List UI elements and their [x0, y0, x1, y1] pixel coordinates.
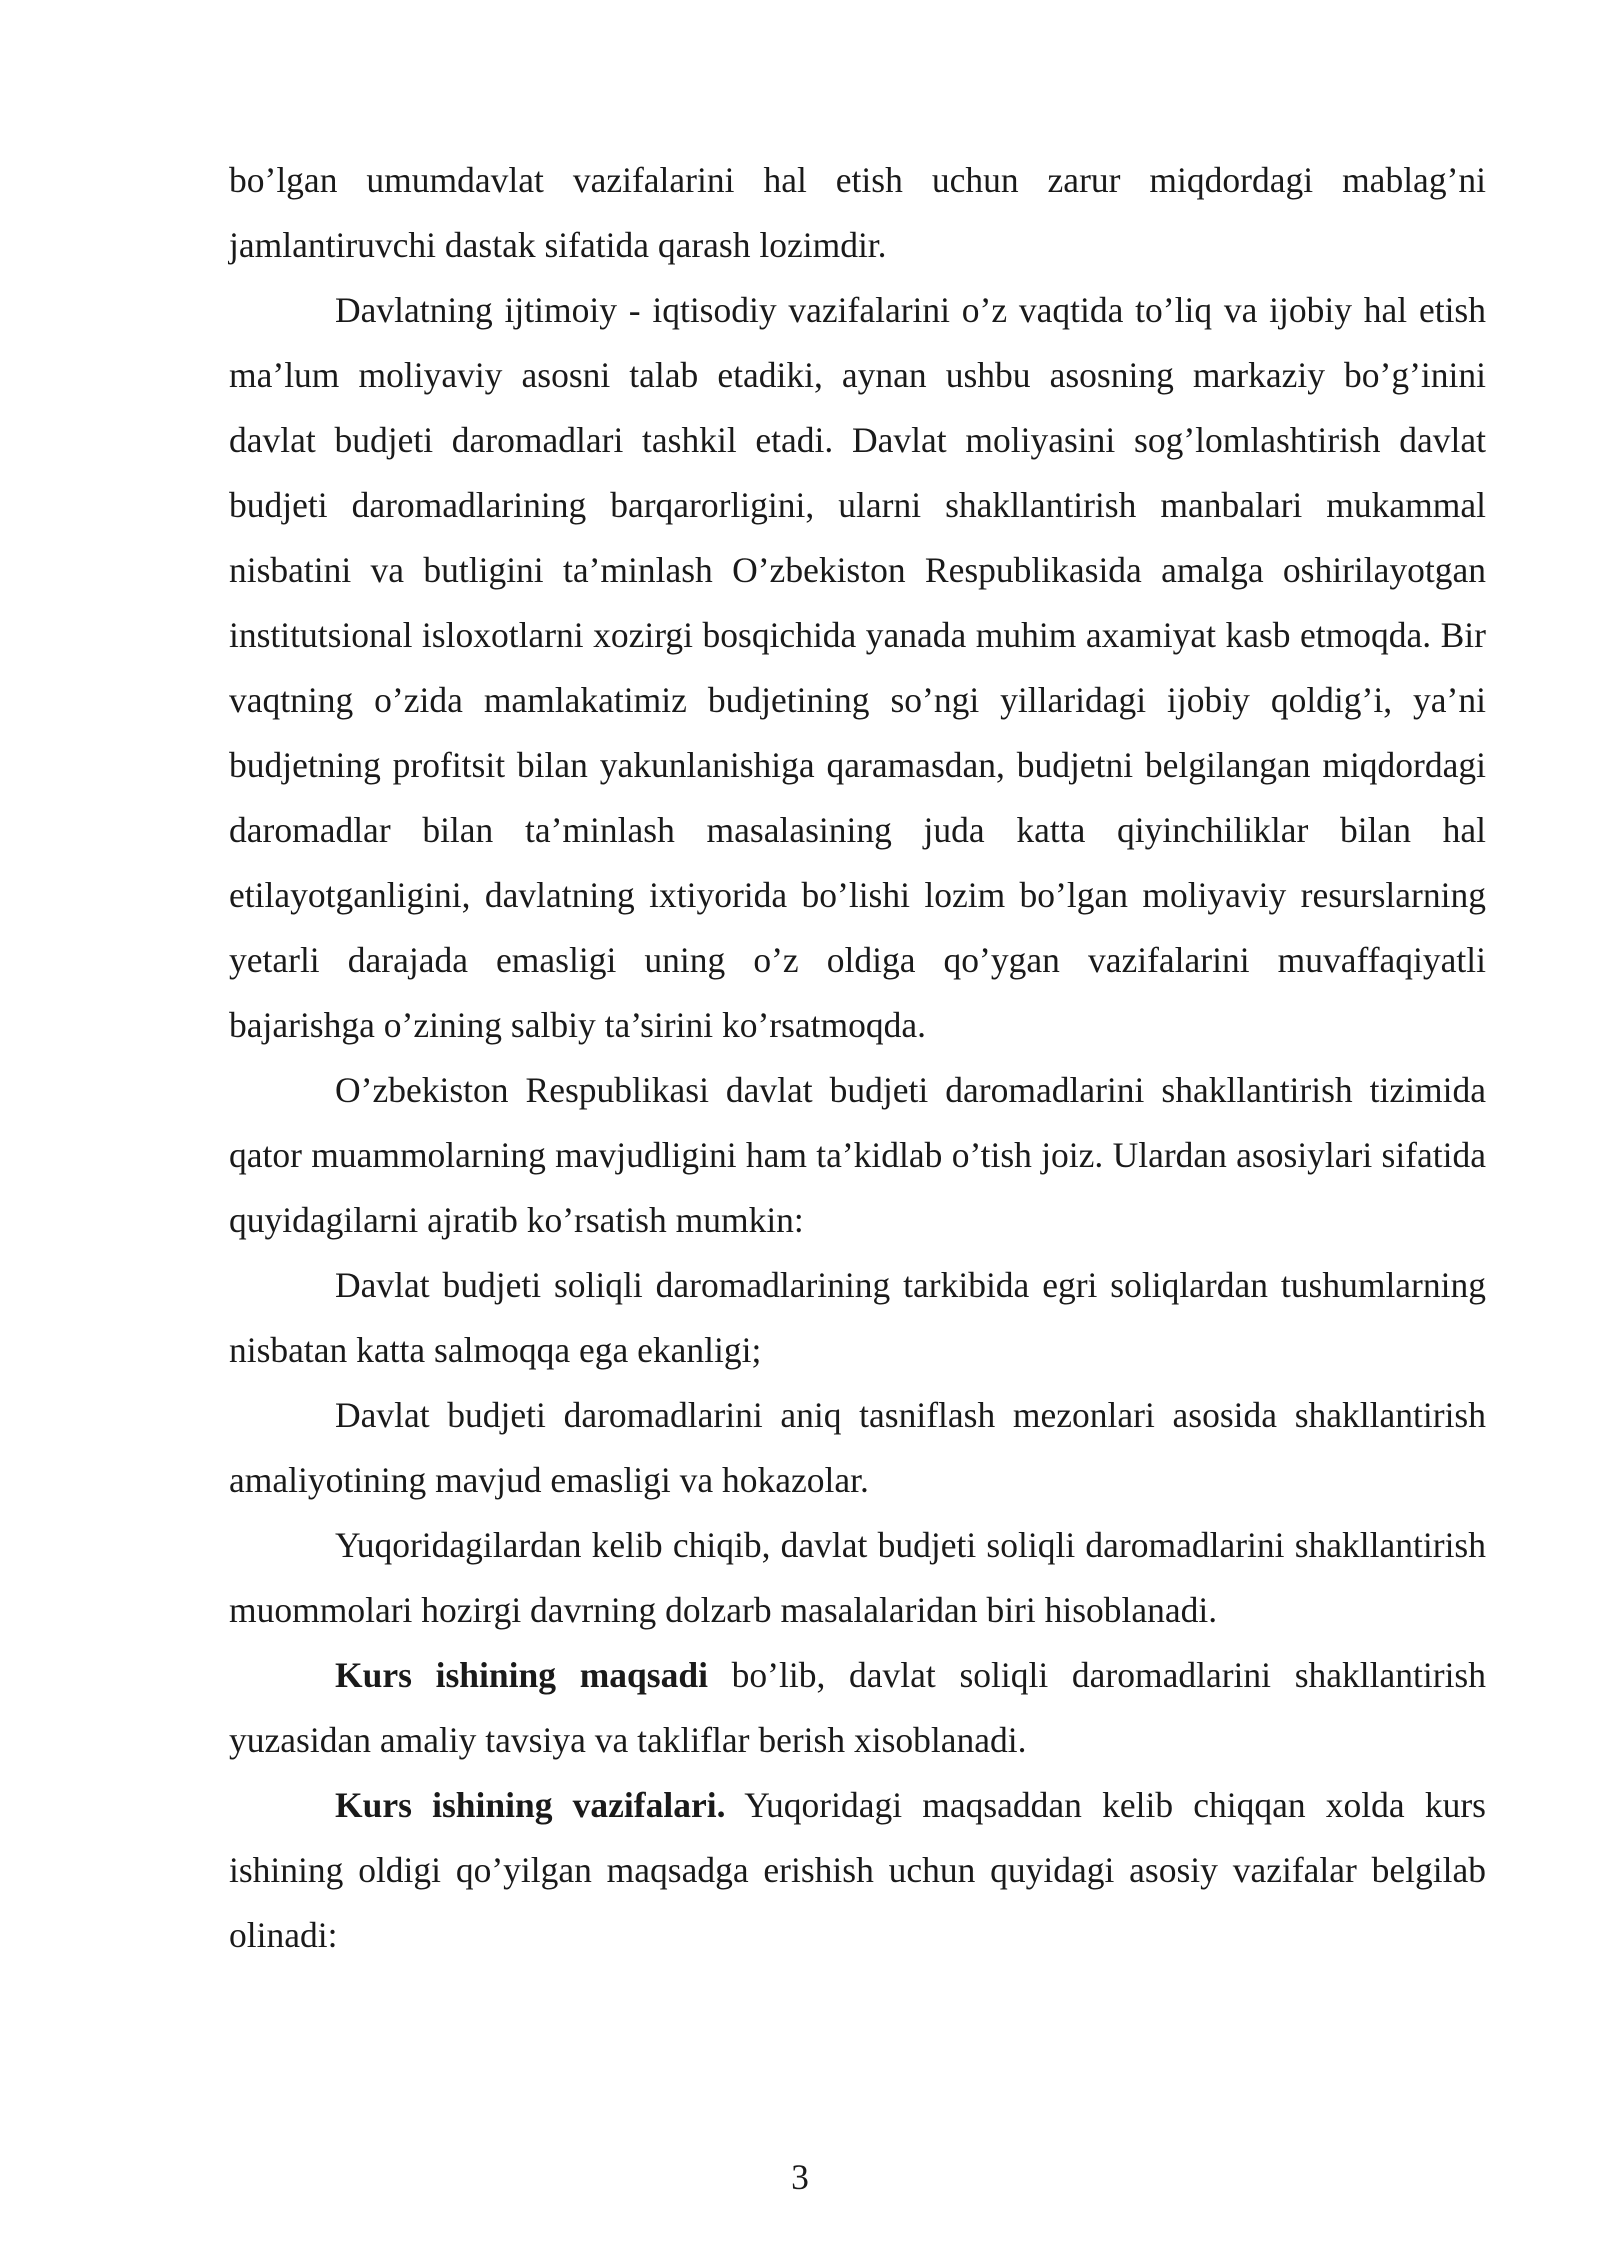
paragraph-3: [229, 1058, 1486, 1253]
paragraph-7: [229, 1643, 1486, 1773]
paragraph-5: [229, 1383, 1486, 1513]
body-text: [229, 148, 1486, 1968]
paragraph-4: [229, 1253, 1486, 1383]
paragraph-1-text: bo’lgan umumdavlat vazifalarini hal etish uchun zarur miqdordagi mablag’ni jamlantiruvchi dastak sifatida qarash lozimdir.: [229, 160, 1486, 265]
paragraph-7-text: bo’lib, davlat soliqli daromadlarini shakllantirish yuzasidan amaliy tavsiya va takliflar berish xisoblanadi.: [229, 1655, 1486, 1760]
paragraph-6: [229, 1513, 1486, 1643]
paragraph-8: [229, 1773, 1486, 1968]
paragraph-2-text: Davlatning ijtimoiy - iqtisodiy vazifalarini o’z vaqtida to’liq va ijobiy hal etish ma’lum moliyaviy asosni talab etadiki, aynan ushbu asosning markaziy bo’g’inini davlat budjeti daromadlari tashkil etadi. Davlat moliyasini sog’lomlashtirish davlat budjeti daromadlarining barqarorligini, ularni shakllantirish manbalari mukammal nisbatini va butligini ta’minlash O’zbekiston Respublikasida amalga oshirilayotgan institutsional isloxotlarni xozirgi bosqichida yanada muhim axamiyat kasb etmoqda. Bir vaqtning o’zida mamlakatimiz budjetining so’ngi yillaridagi ijobiy qoldig’i, ya’ni budjetning profitsit bilan yakunlanishiga qaramasdan, budjetni belgilangan miqdordagi daromadlar bilan ta’minlash masalasining juda katta qiyinchiliklar bilan hal etilayotganligini, davlatning ixtiyorida bo’lishi lozim bo’lgan moliyaviy resurslarning yetarli darajada emasligi uning o’z oldiga qo’ygan vazifalarini muvaffaqiyatli bajarishga o’zining salbiy ta’sirini ko’rsatmoqda.: [229, 290, 1486, 1045]
paragraph-7-bold: Kurs ishining maqsadi: [335, 1655, 708, 1695]
paragraph-4-text: Davlat budjeti soliqli daromadlarining tarkibida egri soliqlardan tushumlarning nisbatan katta salmoqqa ega ekanligi;: [229, 1265, 1486, 1370]
paragraph-3-text: O’zbekiston Respublikasi davlat budjeti daromadlarini shakllantirish tizimida qator muammolarning mavjudligini ham ta’kidlab o’tish joiz. Ulardan asosiylari sifatida quyidagilarni ajratib ko’rsatish mumkin:: [229, 1070, 1486, 1240]
page-number: 3: [791, 2157, 809, 2197]
paragraph-1: [229, 148, 1486, 278]
paragraph-8-bold: Kurs ishining vazifalari.: [335, 1785, 726, 1825]
paragraph-6-text: Yuqoridagilardan kelib chiqib, davlat budjeti soliqli daromadlarini shakllantirish muommolari hozirgi davrning dolzarb masalalaridan biri hisoblanadi.: [229, 1525, 1486, 1630]
paragraph-5-text: Davlat budjeti daromadlarini aniq tasniflash mezonlari asosida shakllantirish amaliyotining mavjud emasligi va hokazolar.: [229, 1395, 1486, 1500]
paragraph-2: [229, 278, 1486, 1058]
paragraph-8-text: Yuqoridagi maqsaddan kelib chiqqan xolda kurs ishining oldigi qo’yilgan maqsadga erishish uchun quyidagi asosiy vazifalar belgilab olinadi:: [229, 1785, 1486, 1955]
